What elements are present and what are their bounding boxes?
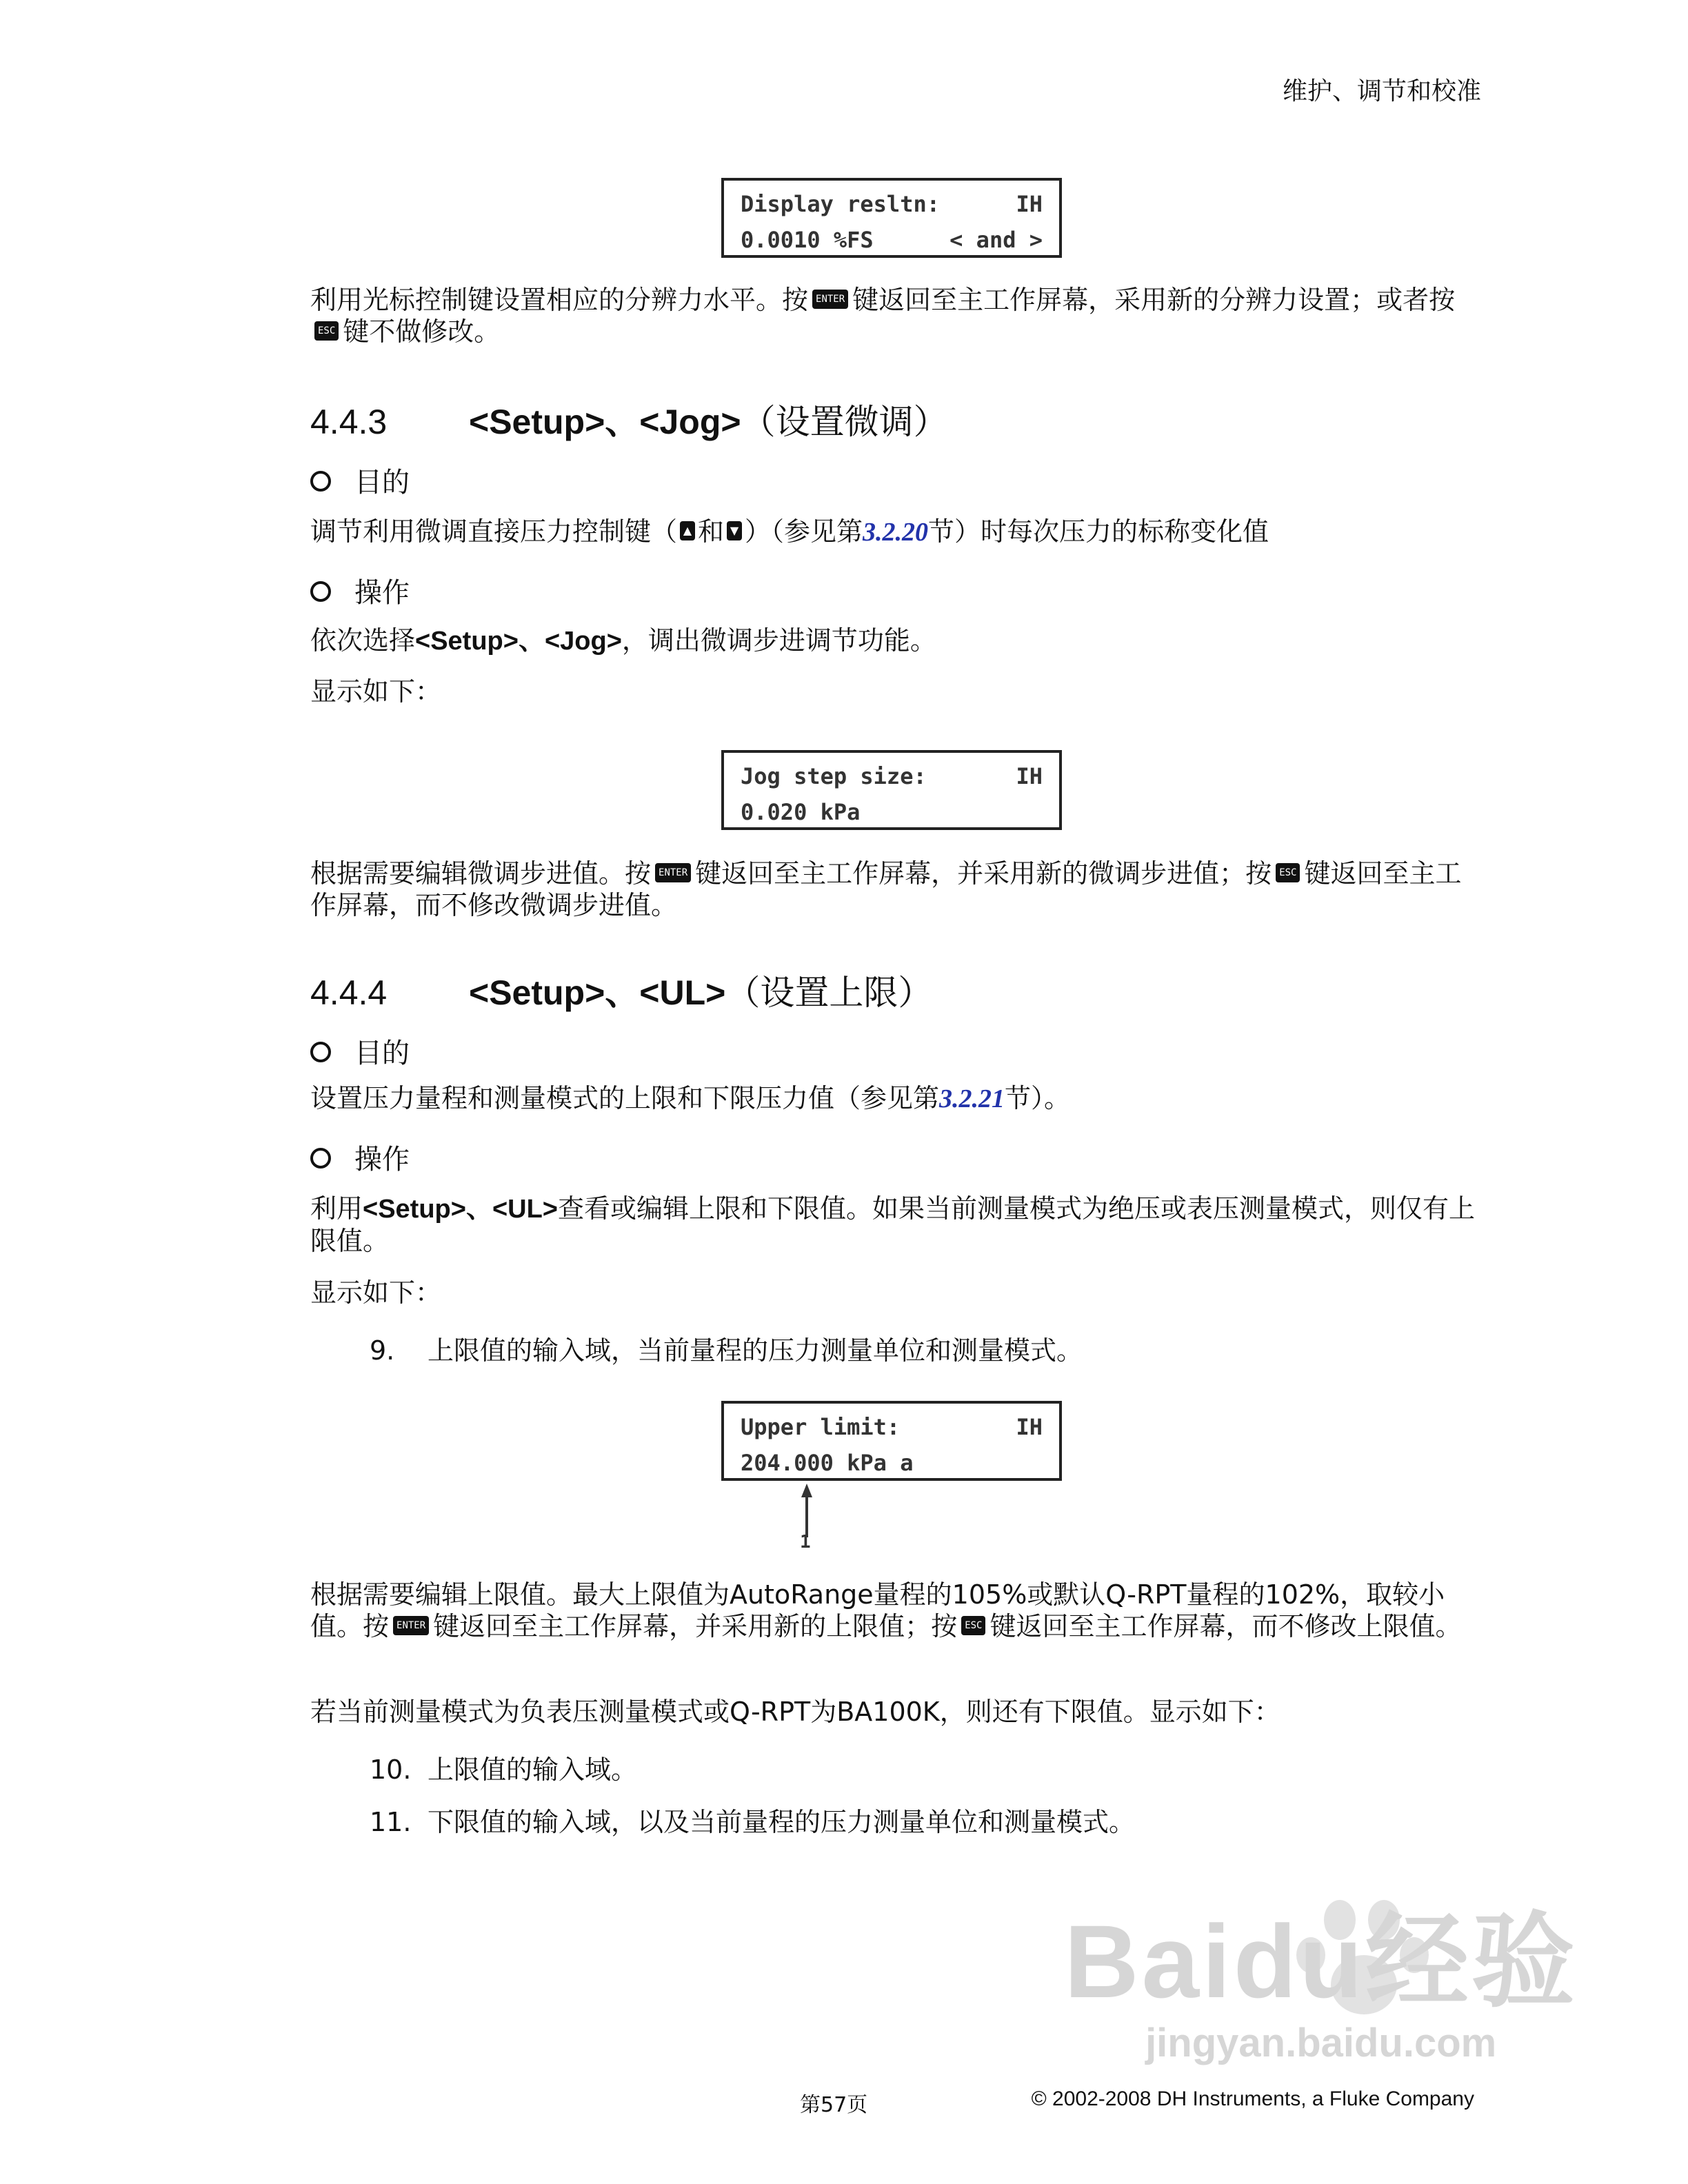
watermark-brand: Baidu经验: [1064, 1903, 1578, 2019]
section-number: 4.4.4: [310, 973, 388, 1012]
enter-key-icon: ENTER: [655, 863, 691, 882]
callout-arrow-icon: [793, 1482, 821, 1539]
display-follows-label: 显示如下：: [310, 1277, 442, 1308]
lcd-line1-left: Jog step size:: [741, 763, 927, 789]
esc-key-icon: ESC: [1276, 863, 1300, 882]
bullet-purpose: 目的: [310, 461, 410, 500]
lcd-display-resolution: [721, 178, 1062, 258]
lcd-line1-right: IH: [1016, 191, 1043, 217]
lcd-line2-right: < and >: [950, 227, 1043, 253]
lcd-line1-right: IH: [1016, 1414, 1043, 1440]
page-number: 第57页: [800, 2093, 868, 2117]
down-key-icon: ▼: [727, 521, 742, 540]
lcd-jog-step-size: [721, 750, 1062, 830]
section-command: <Setup>、<Jog>: [469, 403, 741, 441]
circle-bullet-icon: [310, 1042, 331, 1062]
list-item: 9. 上限值的输入域，当前量程的压力测量单位和测量模式。: [370, 1335, 1083, 1366]
paragraph-jog-purpose: 调节利用微调直接压力控制键（ ▲ 和 ▼ ）（参见第3.2.20节）时每次压力的标称变化值: [310, 516, 1269, 547]
lcd-line2-left: 204.000 kPa a: [741, 1450, 914, 1476]
lcd-line2-left: 0.0010 %FS: [741, 227, 874, 253]
lcd-line2-left: 0.020 kPa: [741, 799, 861, 825]
display-follows-label: 显示如下：: [310, 676, 442, 707]
up-key-icon: ▲: [680, 521, 695, 540]
lcd-line1-left: Upper limit:: [741, 1414, 901, 1440]
running-header: 维护、调节和校准: [1282, 77, 1481, 105]
lcd-line1-left: Display resltn:: [741, 191, 940, 217]
section-reference-link[interactable]: 3.2.21: [939, 1084, 1005, 1113]
section-title: （设置上限）: [725, 973, 933, 1012]
paragraph-ul-operation: 利用<Setup>、<UL>查看或编辑上限和下限值。如果当前测量模式为绝压或表压测量模式，则仅有上限值。: [310, 1193, 1476, 1256]
circle-bullet-icon: [310, 1148, 331, 1169]
enter-key-icon: ENTER: [812, 290, 848, 309]
section-command: <Setup>、<UL>: [469, 973, 726, 1012]
section-reference-link[interactable]: 3.2.20: [863, 518, 929, 547]
section-heading-4-4-3: [310, 394, 948, 444]
esc-key-icon: ESC: [314, 321, 339, 341]
esc-key-icon: ESC: [961, 1616, 985, 1635]
callout-number: 1: [800, 1532, 811, 1553]
paragraph-resolution: 利用光标控制键设置相应的分辨力水平。按 ENTER 键返回至主工作屏幕，采用新的分辨力设置；或者按ESC 键不做修改。: [310, 285, 1456, 347]
list-item: 10. 上限值的输入域。: [370, 1755, 638, 1785]
paragraph-ul-purpose: 设置压力量程和测量模式的上限和下限压力值（参见第3.2.21节）。: [310, 1083, 1071, 1113]
copyright: © 2002-2008 DH Instruments, a Fluke Company: [1031, 2087, 1474, 2110]
section-title: （设置微调）: [741, 403, 948, 441]
section-number: 4.4.3: [310, 403, 388, 441]
enter-key-icon: ENTER: [393, 1616, 429, 1635]
paragraph-ul-edit: 根据需要编辑上限值。最大上限值为AutoRange量程的105%或默认Q-RPT量程的102%，取较小值。按 ENTER 键返回至主工作屏幕，并采用新的上限值；按 ESC 键返回至主工作屏幕，而不修改上限值。: [310, 1579, 1462, 1641]
lcd-line1-right: IH: [1016, 763, 1043, 789]
list-item: 11. 下限值的输入域，以及当前量程的压力测量单位和测量模式。: [370, 1807, 1136, 1837]
circle-bullet-icon: [310, 581, 331, 602]
paragraph-jog-edit: 根据需要编辑微调步进值。按 ENTER 键返回至主工作屏幕，并采用新的微调步进值；按 ESC 键返回至主工作屏幕，而不修改微调步进值。: [310, 858, 1462, 920]
watermark: [1064, 1903, 1578, 2066]
circle-bullet-icon: [310, 471, 331, 492]
section-heading-4-4-4: [310, 965, 932, 1015]
paragraph-lower-limit: 若当前测量模式为负表压测量模式或Q-RPT为BA100K，则还有下限值。显示如下：: [310, 1697, 1280, 1727]
bullet-operation: 操作: [310, 571, 410, 610]
paragraph-jog-operation: 依次选择<Setup>、<Jog>，调出微调步进调节功能。: [310, 625, 936, 656]
lcd-upper-limit: [721, 1401, 1062, 1481]
watermark-url: jingyan.baidu.com: [1145, 2021, 1497, 2065]
bullet-operation: 操作: [310, 1138, 410, 1177]
bullet-purpose: 目的: [310, 1031, 410, 1071]
